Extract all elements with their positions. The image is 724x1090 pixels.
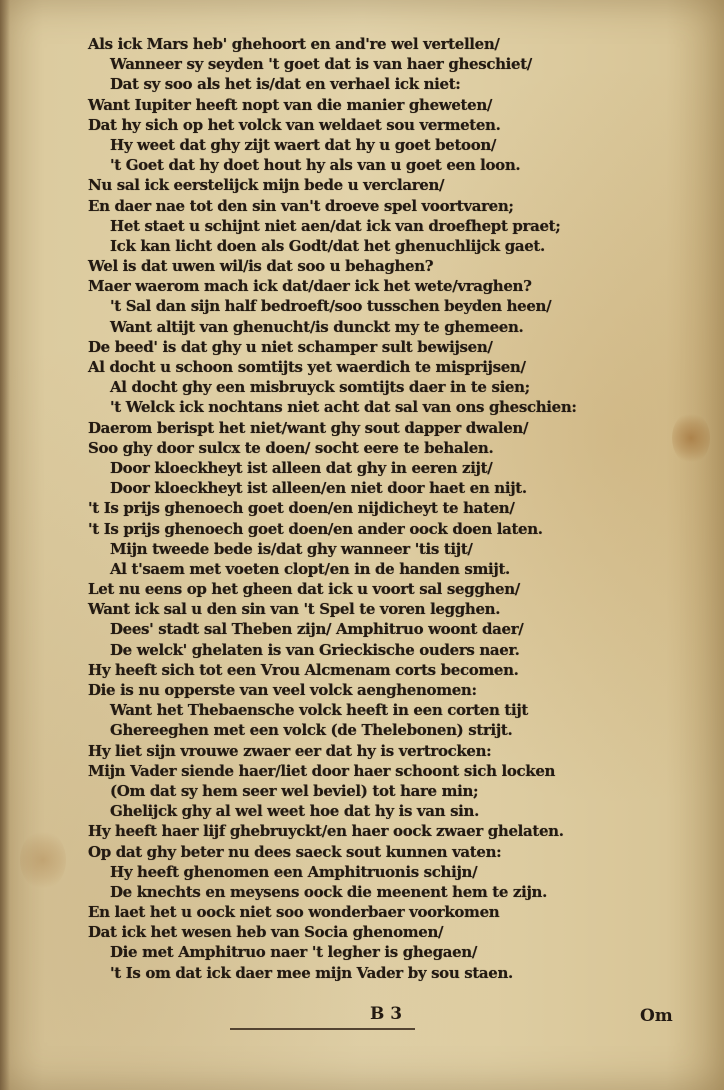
- verse-line: Wanneer sy seyden 't goet dat is van haer gheschiet/: [110, 55, 532, 74]
- verse-line: Het staet u schijnt niet aen/dat ick van droefhept praet;: [110, 216, 561, 235]
- verse-text-block: [88, 34, 674, 983]
- foxing-stain: [672, 412, 710, 464]
- verse-line: De knechts en meysens oock die meenent hem te zijn.: [110, 882, 547, 901]
- footer-rule: [230, 1028, 415, 1030]
- verse-line: Want altijt van ghenucht/is dunckt my te ghemeen.: [110, 317, 524, 336]
- verse-line: Hy weet dat ghy zijt waert dat hy u goet betoon/: [110, 135, 497, 154]
- verse-line: 't Sal dan sijn half bedroeft/soo tusschen beyden heen/: [110, 297, 552, 316]
- verse-line: 't Is prijs ghenoech goet doen/en ander oock doen laten.: [88, 519, 543, 538]
- verse-line: Door kloeckheyt ist alleen/en niet door haet en nijt.: [110, 479, 527, 498]
- verse-line: Mijn tweede bede is/dat ghy wanneer 'tis tijt/: [110, 539, 473, 558]
- verse-line: Nu sal ick eerstelijck mijn bede u verclaren/: [88, 176, 445, 195]
- verse-line: Dees' stadt sal Theben zijn/ Amphitruo woont daer/: [110, 620, 524, 639]
- verse-line: Dat ick het wesen heb van Socia ghenomen/: [88, 923, 444, 942]
- verse-line: Ghelijck ghy al wel weet hoe dat hy is van sin.: [110, 802, 479, 821]
- verse-line: Mijn Vader siende haer/liet door haer schoont sich locken: [88, 761, 556, 780]
- verse-line: Daerom berispt het niet/want ghy sout dapper dwalen/: [88, 418, 529, 437]
- verse-line: 't Is om dat ick daer mee mijn Vader by sou staen.: [110, 963, 513, 982]
- catchword: Om: [640, 1006, 673, 1026]
- verse-line: Hy heeft ghenomen een Amphitruonis schijn/: [110, 862, 478, 881]
- verse-line: De welck' ghelaten is van Grieckische ouders naer.: [110, 640, 520, 659]
- verse-line: Maer waerom mach ick dat/daer ick het wete/vraghen?: [88, 277, 532, 296]
- verse-line: Die met Amphitruo naer 't legher is ghegaen/: [110, 943, 477, 962]
- foxing-stain: [20, 830, 66, 890]
- verse-line: Let nu eens op het gheen dat ick u voort sal segghen/: [88, 580, 520, 599]
- verse-line: Als ick Mars heb' ghehoort en and're wel vertellen/: [88, 35, 500, 53]
- verse-line: Wel is dat uwen wil/is dat soo u behaghen?: [88, 257, 434, 276]
- verse-line: (Om dat sy hem seer wel beviel) tot hare min;: [110, 781, 479, 800]
- verse-line: Al docht ghy een misbruyck somtijts daer in te sien;: [110, 378, 530, 397]
- verse-line: Soo ghy door sulcx te doen/ socht eere te behalen.: [88, 438, 494, 457]
- verse-line: Hy heeft sich tot een Vrou Alcmenam corts becomen.: [88, 660, 519, 679]
- verse-line: 't Is prijs ghenoech goet doen/en nijdicheyt te haten/: [88, 499, 515, 518]
- verse-line: 't Goet dat hy doet hout hy als van u goet een loon.: [110, 156, 521, 175]
- verse-line: Ick kan licht doen als Godt/dat het ghenuchlijck gaet.: [110, 236, 545, 255]
- verse-line: Want het Thebaensche volck heeft in een corten tijt: [110, 701, 529, 720]
- verse-line: Al t'saem met voeten clopt/en in de handen smijt.: [110, 559, 510, 578]
- verse-line: Hy liet sijn vrouwe zwaer eer dat hy is vertrocken:: [88, 741, 492, 760]
- verse-line: Want Iupiter heeft nopt van die manier gheweten/: [88, 95, 492, 114]
- verse-line: De beed' is dat ghy u niet schamper sult bewijsen/: [88, 337, 493, 356]
- signature-mark: B 3: [370, 1004, 403, 1024]
- verse-line: Want ick sal u den sin van 't Spel te voren legghen.: [88, 600, 501, 619]
- verse-line: Door kloeckheyt ist alleen dat ghy in eeren zijt/: [110, 458, 493, 477]
- verse-line: En daer nae tot den sin van't droeve spel voortvaren;: [88, 196, 514, 215]
- verse-line: Op dat ghy beter nu dees saeck sout kunnen vaten:: [88, 842, 502, 861]
- verse-line: Dat hy sich op het volck van weldaet sou vermeten.: [88, 115, 501, 134]
- verse-line: Al docht u schoon somtijts yet waerdich te misprijsen/: [88, 358, 526, 376]
- verse-line: 't Welck ick nochtans niet acht dat sal van ons gheschien:: [110, 398, 577, 417]
- verse-line: Ghereeghen met een volck (de Thelebonen) strijt.: [110, 721, 513, 740]
- verse-line: Dat sy soo als het is/dat en verhael ick niet:: [110, 75, 461, 94]
- page-footer: [0, 1000, 724, 1040]
- verse-line: En laet het u oock niet soo wonderbaer voorkomen: [88, 903, 500, 922]
- verse-line: Die is nu opperste van veel volck aenghenomen:: [88, 681, 477, 699]
- verse-line: Hy heeft haer lijf ghebruyckt/en haer oock zwaer ghelaten.: [88, 822, 564, 841]
- page-edge-shadow: [0, 0, 10, 1090]
